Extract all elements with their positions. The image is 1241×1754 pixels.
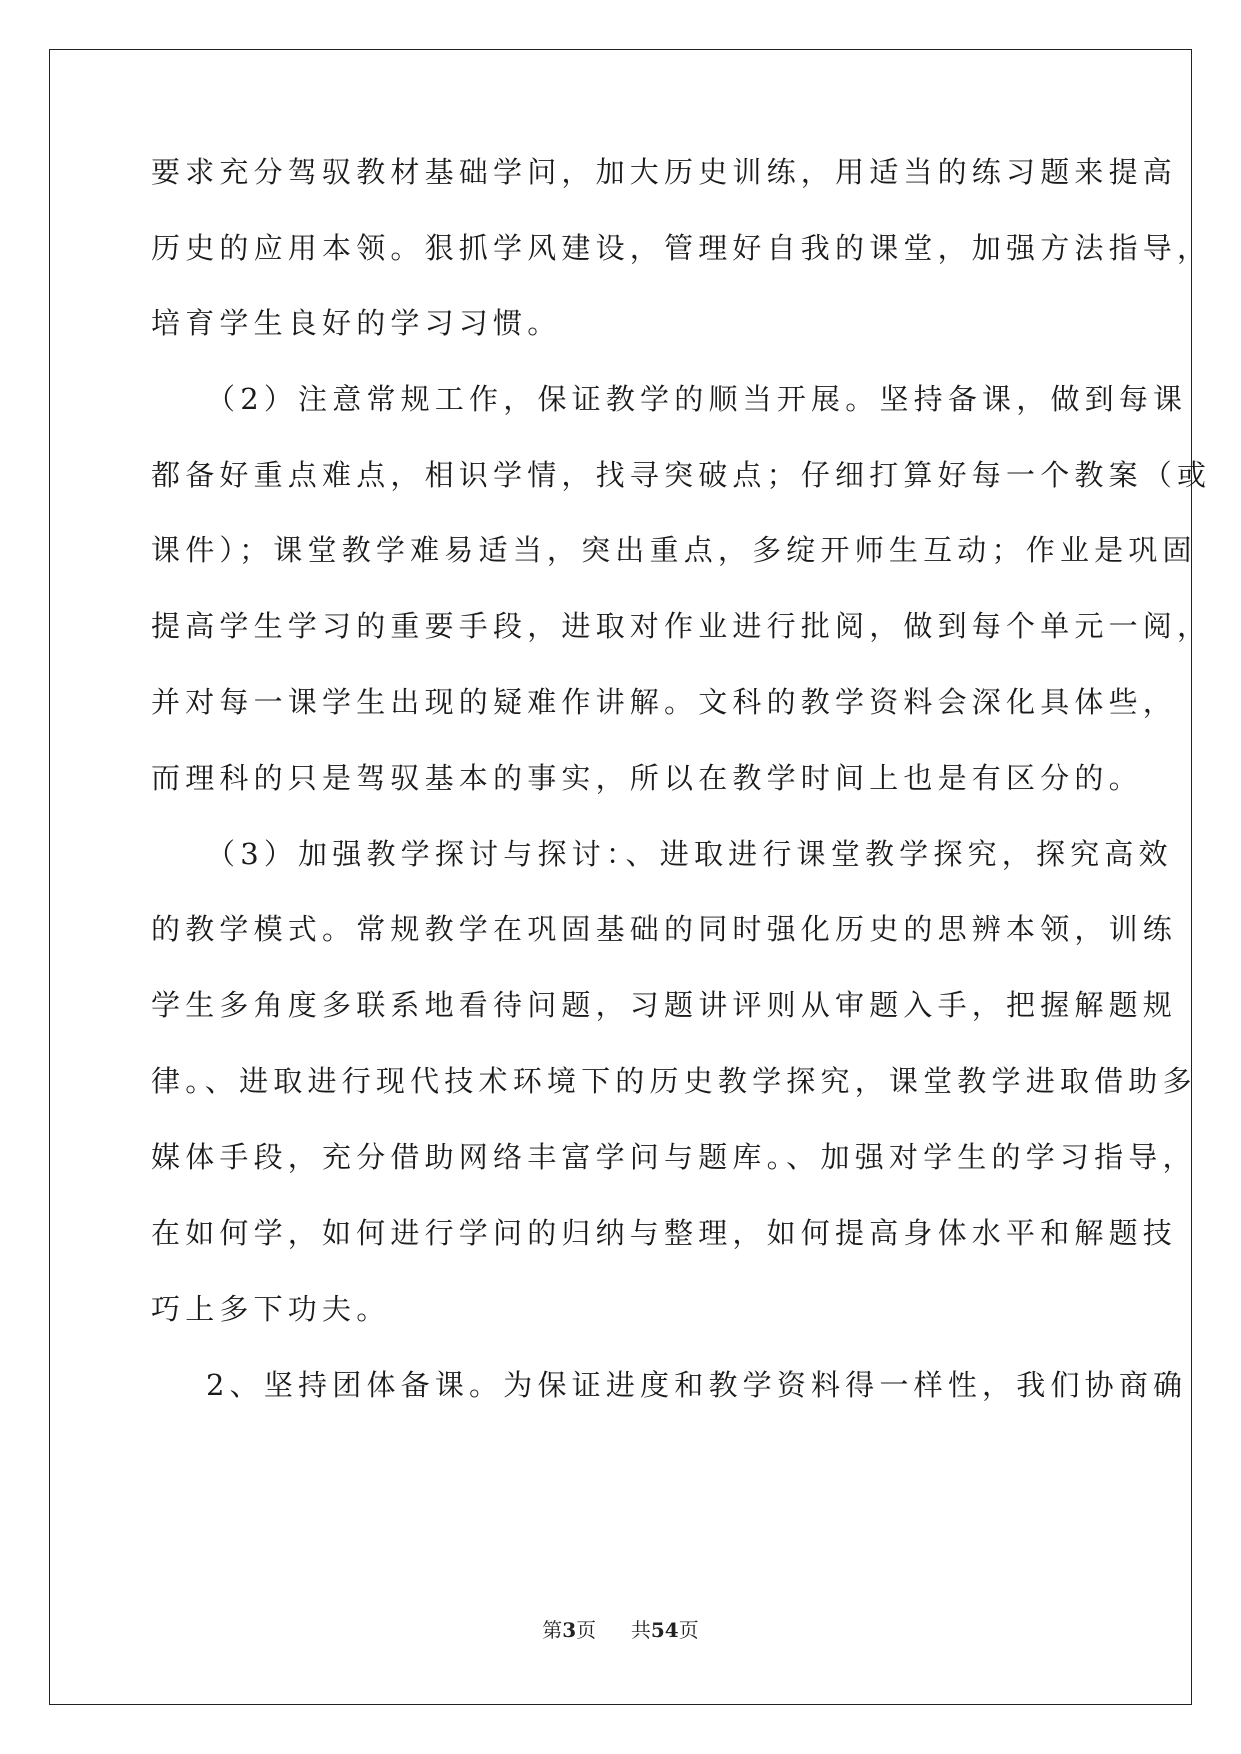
page-suffix: 页 (576, 1618, 597, 1642)
text-line: 在如何学，如何进行学问的归纳与整理，如何提高身体水平和解题技 (151, 1216, 1178, 1250)
text-line: 2、坚持团体备课。为保证进度和教学资料得一样性，我们协商确 (206, 1368, 1188, 1402)
page-border (49, 49, 1192, 1705)
text-line: 而理科的只是驾驭基本的事实，所以在教学时间上也是有区分的。 (151, 761, 1143, 795)
text-line: 课件）；课堂教学难易适当，突出重点，多绽开师生互动；作业是巩固 (151, 533, 1197, 567)
text-line: 提高学生学习的重要手段，进取对作业进行批阅，做到每个单元一阅， (151, 609, 1212, 643)
text-line: 的教学模式。常规教学在巩固基础的同时强化历史的思辨本领，训练 (151, 912, 1178, 946)
total-num: 54 (650, 1618, 679, 1642)
text-line: （3）加强教学探讨与探讨：、进取进行课堂教学探究，探究高效 (206, 837, 1173, 871)
page-num: 3 (562, 1618, 577, 1642)
text-line: 律。、进取进行现代技术环境下的历史教学探究，课堂教学进取借助多 (151, 1064, 1197, 1098)
page-number (542, 1614, 596, 1643)
page-prefix: 第 (542, 1618, 563, 1642)
page-footer (0, 1614, 1241, 1643)
text-line: （2）注意常规工作，保证教学的顺当开展。坚持备课，做到每课 (206, 382, 1188, 416)
text-line: 要求充分驾驭教材基础学问，加大历史训练，用适当的练习题来提高 (151, 155, 1178, 189)
text-line: 都备好重点难点，相识学情，找寻突破点；仔细打算好每一个教案（或 (151, 458, 1212, 492)
total-pages (631, 1614, 699, 1643)
text-line: 媒体手段，充分借助网络丰富学问与题库。、加强对学生的学习指导， (151, 1140, 1197, 1174)
text-line: 巧上多下功夫。 (151, 1292, 391, 1326)
text-line: 培育学生良好的学习习惯。 (151, 306, 562, 340)
text-line: 历史的应用本领。狠抓学风建设，管理好自我的课堂，加强方法指导， (151, 231, 1212, 265)
text-line: 并对每一课学生出现的疑难作讲解。文科的教学资料会深化具体些， (151, 685, 1178, 719)
total-prefix: 共 (630, 1618, 651, 1642)
total-suffix: 页 (678, 1618, 699, 1642)
text-line: 学生多角度多联系地看待问题，习题讲评则从审题入手，把握解题规 (151, 988, 1178, 1022)
